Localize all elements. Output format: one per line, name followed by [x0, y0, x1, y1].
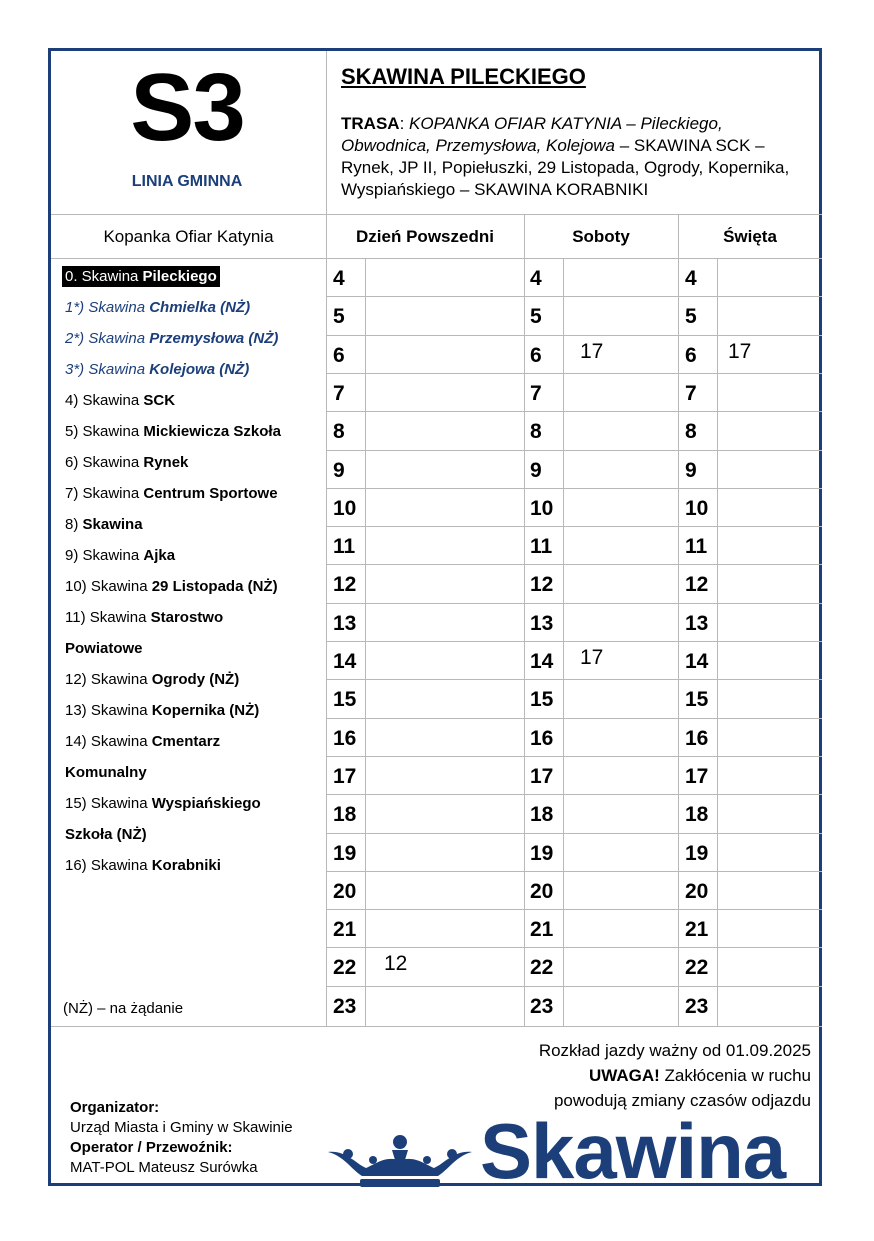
hour-cell: 14	[685, 650, 709, 673]
row-line	[326, 679, 822, 680]
route-rest: – SKAWINA SCK – Rynek, JP II, Popiełuszki, 29 Listopada, Ogrody, Kopernika, Wyspiańskiego – SKAWINA KORABNIKI	[341, 136, 790, 199]
stop-prefix: 15) Skawina	[65, 795, 152, 812]
route-label: TRASA	[341, 114, 400, 133]
warning-line-2: powodują zmiany czasów odjazdu	[553, 1091, 811, 1110]
hour-cell: 12	[530, 573, 554, 596]
hour-cell: 10	[530, 497, 554, 520]
stop-prefix: 3*) Skawina	[65, 361, 150, 378]
hour-cell: 14	[530, 650, 554, 673]
stop-item	[65, 483, 325, 514]
stop-list	[65, 266, 325, 886]
hour-cell: 15	[333, 688, 357, 711]
stop-item	[65, 824, 325, 855]
row-line	[326, 833, 822, 834]
minutes-cell: 12	[384, 952, 408, 975]
hour-cell: 17	[333, 765, 357, 788]
hour-cell: 16	[333, 727, 357, 750]
stop-prefix: 11) Skawina	[65, 609, 151, 626]
hour-cell: 7	[333, 382, 345, 405]
route-description: TRASA: KOPANKA OFIAR KATYNIA – Pileckiego, Obwodnica, Przemysłowa, Kolejowa – SKAWINA SCK – Rynek, JP II, Popiełuszki, 29 Listopada, Ogrody, Kopernika, Wyspiańskiego – SKAWINA KORABNIKI	[341, 114, 790, 199]
stop-item	[65, 390, 325, 421]
stop-item	[65, 297, 325, 328]
hour-cell: 4	[685, 267, 697, 290]
row-line	[326, 909, 822, 910]
stop-item	[65, 793, 325, 824]
stop-name: Powiatowe	[65, 640, 143, 657]
crown-logo-icon	[326, 1130, 474, 1190]
valid-from: Rozkład jazdy ważny od 01.09.2025	[538, 1041, 811, 1060]
line-type: LINIA GMINNA	[131, 173, 243, 190]
hour-cell: 19	[530, 842, 554, 865]
table-bottom-line	[51, 1026, 822, 1027]
minutes-cell: 17	[580, 646, 604, 669]
hour-cell: 22	[530, 956, 554, 979]
hour-cell: 9	[685, 459, 697, 482]
row-line	[326, 488, 822, 489]
stop-item	[65, 545, 325, 576]
hour-cell: 9	[333, 459, 345, 482]
stop-name: Komunalny	[65, 764, 147, 781]
route-italic: KOPANKA OFIAR KATYNIA – Pileckiego, Obwodnica, Przemysłowa, Kolejowa	[341, 114, 723, 155]
stop-name: Centrum Sportowe	[143, 485, 278, 502]
row-line	[326, 296, 822, 297]
holiday-header: Święta	[723, 227, 777, 246]
stop-item	[65, 576, 325, 607]
stop-item	[65, 700, 325, 731]
row-line	[326, 986, 822, 987]
stop-prefix: 16) Skawina	[65, 857, 152, 874]
hour-cell: 22	[333, 956, 357, 979]
stop-item	[65, 731, 325, 762]
row-line	[326, 794, 822, 795]
hour-cell: 5	[530, 305, 542, 328]
row-line	[326, 564, 822, 565]
stop-prefix: 7) Skawina	[65, 485, 144, 502]
row-line	[326, 603, 822, 604]
stop-name: Starostwo	[150, 609, 224, 626]
hour-cell: 8	[530, 420, 542, 443]
hour-cell: 7	[685, 382, 697, 405]
hour-cell: 9	[530, 459, 542, 482]
row-line	[326, 756, 822, 757]
line-number: S3	[130, 54, 244, 161]
stop-name: Korabniki	[151, 857, 221, 874]
hour-cell: 16	[685, 727, 709, 750]
hour-cell: 20	[530, 880, 554, 903]
stop-prefix: 6) Skawina	[65, 454, 144, 471]
row-line	[326, 871, 822, 872]
stop-item	[65, 514, 325, 545]
hour-cell: 5	[685, 305, 697, 328]
row-line	[326, 718, 822, 719]
hour-cell: 7	[530, 382, 542, 405]
stop-item	[65, 762, 325, 793]
hour-cell: 13	[685, 612, 709, 635]
stop-prefix: 0. Skawina	[65, 268, 143, 285]
stop-name: Chmielka (NŻ)	[149, 299, 251, 316]
stop-item	[65, 359, 325, 390]
stop-item	[65, 669, 325, 700]
minutes-cell: 17	[580, 340, 604, 363]
hour-cell: 23	[530, 995, 554, 1018]
organizer-name: Urząd Miasta i Gminy w Skawinie	[70, 1119, 293, 1136]
stop-name: Cmentarz	[151, 733, 221, 750]
stop-name: Kolejowa (NŻ)	[149, 361, 250, 378]
stop-prefix: 13) Skawina	[65, 702, 152, 719]
stop-name: Ogrody (NŻ)	[151, 671, 240, 688]
hour-cell: 8	[333, 420, 345, 443]
stop-prefix: 10) Skawina	[65, 578, 152, 595]
hour-cell: 13	[530, 612, 554, 635]
hour-cell: 11	[530, 535, 553, 558]
stop-item	[65, 421, 325, 452]
organizer-info	[70, 1098, 293, 1178]
hour-cell: 17	[530, 765, 554, 788]
row-line	[326, 526, 822, 527]
hour-cell: 20	[333, 880, 357, 903]
stop-prefix: 4) Skawina	[65, 392, 144, 409]
stop-item	[65, 855, 325, 886]
validity-info	[440, 1038, 811, 1113]
hour-cell: 12	[333, 573, 357, 596]
hour-cell: 6	[685, 344, 697, 367]
stop-prefix: 14) Skawina	[65, 733, 152, 750]
stop-prefix: 12) Skawina	[65, 671, 152, 688]
hour-cell: 6	[530, 344, 542, 367]
row-line	[326, 641, 822, 642]
stop-prefix: 8)	[65, 516, 83, 533]
hour-cell: 11	[685, 535, 708, 558]
stop-name: Szkoła (NŻ)	[65, 826, 147, 843]
hour-cell: 13	[333, 612, 357, 635]
stop-prefix: 9) Skawina	[65, 547, 144, 564]
hour-cell: 10	[333, 497, 357, 520]
hour-cell: 5	[333, 305, 345, 328]
warning-line-1	[440, 1063, 811, 1088]
on-request-note: (NŻ) – na żądanie	[63, 1000, 184, 1017]
stop-item	[65, 266, 325, 297]
row-line	[326, 450, 822, 451]
hour-cell: 4	[530, 267, 542, 290]
brand-wordmark: Skawina	[480, 1107, 786, 1195]
stop-name: Ajka	[143, 547, 176, 564]
stop-item	[65, 638, 325, 669]
hour-cell: 11	[333, 535, 356, 558]
row-line	[326, 373, 822, 374]
direction-header: Kopanka Ofiar Katynia	[103, 227, 274, 246]
stop-title: SKAWINA PILECKIEGO	[341, 64, 586, 89]
hour-cell: 4	[333, 267, 345, 290]
hour-cell: 16	[530, 727, 554, 750]
hour-cell: 21	[530, 918, 554, 941]
stop-name: Pileckiego	[142, 268, 217, 285]
saturday-header: Soboty	[572, 227, 630, 246]
operator-label: Operator / Przewoźnik:	[70, 1139, 233, 1156]
stop-item	[65, 607, 325, 638]
stop-name: Skawina	[82, 516, 143, 533]
hour-cell: 21	[685, 918, 709, 941]
stop-name: SCK	[143, 392, 176, 409]
hour-cell: 23	[333, 995, 357, 1018]
stop-name: Kopernika (NŻ)	[151, 702, 260, 719]
hour-cell: 23	[685, 995, 709, 1018]
hour-cell: 19	[685, 842, 709, 865]
stop-name: Przemysłowa (NŻ)	[149, 330, 279, 347]
row-line	[326, 411, 822, 412]
hour-cell: 19	[333, 842, 357, 865]
hour-cell: 21	[333, 918, 357, 941]
stop-item	[65, 328, 325, 359]
stop-prefix: 1*) Skawina	[65, 299, 150, 316]
hour-cell: 17	[685, 765, 709, 788]
hour-cell: 14	[333, 650, 357, 673]
stop-item	[65, 452, 325, 483]
hour-cell: 8	[685, 420, 697, 443]
hour-cell: 20	[685, 880, 709, 903]
stop-name: 29 Listopada (NŻ)	[151, 578, 278, 595]
warning-rest: Zakłócenia w ruchu	[659, 1066, 811, 1085]
hour-cell: 12	[685, 573, 709, 596]
hour-cell: 10	[685, 497, 709, 520]
hour-cell: 6	[333, 344, 345, 367]
stop-name: Mickiewicza Szkoła	[143, 423, 281, 440]
stop-prefix: 2*) Skawina	[65, 330, 150, 347]
hour-cell: 15	[685, 688, 709, 711]
weekday-header: Dzień Powszedni	[356, 227, 494, 246]
hour-cell: 18	[333, 803, 357, 826]
stop-name: Wyspiańskiego	[151, 795, 261, 812]
stop-name: Rynek	[143, 454, 189, 471]
hour-cell: 18	[530, 803, 554, 826]
hour-cell: 15	[530, 688, 554, 711]
hour-cell: 18	[685, 803, 709, 826]
warning-bold: UWAGA!	[588, 1066, 660, 1085]
operator-name: MAT-POL Mateusz Surówka	[70, 1159, 258, 1176]
stop-prefix: 5) Skawina	[65, 423, 144, 440]
header-divider	[326, 51, 327, 1026]
hour-cell: 22	[685, 956, 709, 979]
minutes-cell: 17	[728, 340, 752, 363]
organizer-label: Organizator:	[70, 1099, 160, 1116]
